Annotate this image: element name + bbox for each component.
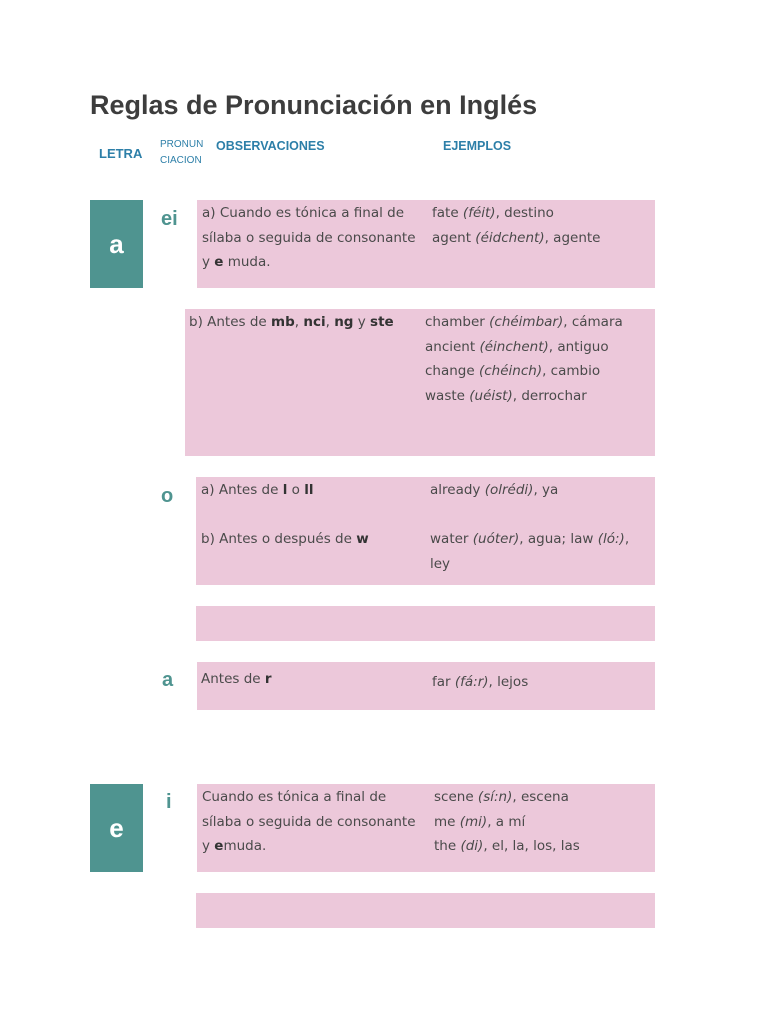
example-translation: , [624,531,630,547]
observation-cell [189,310,394,335]
pronunciation-i: i [166,791,172,813]
example-pronunciation: (olrédi) [484,482,534,498]
bold-letters: ste [370,314,394,330]
header-ejemplos: EJEMPLOS [443,139,512,153]
example-line: ley [430,555,451,572]
rule-row-a-a [197,662,655,710]
text-fragment: b) Antes o después de [201,531,357,547]
example-line [430,478,558,503]
examples-cell [432,670,528,695]
observation-cell [202,201,416,275]
example-translation: , derrochar [512,387,587,404]
example-line [425,384,623,409]
example-line [434,810,580,835]
example-pronunciation: (ló:) [597,531,625,547]
example-pronunciation: (uóter) [472,531,520,547]
example-word: agent [432,229,471,246]
examples-cell [425,310,623,408]
text-fragment: y [202,254,215,270]
pronunciation-a: a [162,669,174,691]
example-word: water [430,531,469,547]
header-pronunciacion-line2: CIACION [160,155,202,166]
header-observaciones: OBSERVACIONES [216,139,325,153]
bold-letter: r [264,671,272,687]
text-fragment: b) Antes de [189,314,272,330]
example-translation: , lejos [488,674,529,690]
observation-line [201,667,272,692]
examples-cell [430,478,558,503]
text-fragment: y [202,838,215,854]
example-translation: , cámara [563,314,623,330]
header-pronunciacion-line1: PRONUN [160,139,204,150]
example-line [432,670,528,695]
text-fragment: muda. [223,254,271,270]
example-line [434,834,580,859]
example-pronunciation: (sí:n) [477,789,513,805]
bold-letter: e [214,838,224,854]
example-line [425,335,623,360]
example-pronunciation: (chéimbar) [489,314,564,330]
bold-letters: ng [334,314,354,330]
example-line [425,359,623,384]
example-line [432,226,600,251]
example-word: waste [425,387,465,404]
example-word: the [434,838,457,854]
observation-cell [201,478,313,503]
observation-cell [201,527,369,552]
example-translation: , antiguo [548,338,609,355]
example-translation: , escena [512,789,569,805]
example-pronunciation: (fá:r) [454,674,489,690]
rule-row-a-o [196,477,655,585]
observation-line [189,310,394,335]
examples-cell [430,527,629,576]
text-fragment: y [353,314,371,330]
text-fragment: Antes de [201,671,265,687]
rule-row-e-i [197,784,655,872]
observation-line [201,478,313,503]
text-fragment: , [294,314,304,330]
example-word: me [434,813,456,830]
text-fragment: muda. [223,838,267,854]
pronunciation-o: o [161,485,174,507]
example-line [434,785,580,810]
example-translation: , agua; law [519,531,598,547]
example-word: already [430,482,481,498]
example-translation: , ya [533,482,559,498]
example-line [430,527,629,552]
empty-row [196,606,655,641]
letter-box-a: a [90,200,143,288]
bold-letter: e [214,254,224,270]
example-pronunciation: (éinchent) [479,338,549,355]
example-translation: , a mí [487,813,526,830]
observation-cell [201,667,272,692]
observation-line: sílaba o seguida de consonante [202,229,416,246]
examples-cell [432,201,600,250]
letter-box-e: e [90,784,143,872]
bold-letters: w [356,531,369,547]
text-fragment: o [287,482,305,498]
example-word: chamber [425,314,485,330]
example-line [425,310,623,335]
example-word: scene [434,789,474,805]
example-translation: , agente [544,229,601,246]
text-fragment: , [325,314,335,330]
observation-line: a) Cuando es tónica a final de [202,205,405,221]
example-line [432,201,600,226]
bold-letters: nci [303,314,326,330]
observation-line: sílaba o seguida de consonante [202,813,416,830]
header-pronunciacion [160,137,210,169]
bold-letters: mb [271,314,295,330]
bold-letters: l [282,482,288,498]
example-translation: , el, la, los, las [483,838,580,854]
examples-cell [434,785,580,859]
rule-row-a-ei-a [197,200,655,288]
example-translation: , destino [495,205,554,221]
observation-line: Cuando es tónica a final de [202,789,387,805]
example-pronunciation: (uéist) [469,387,513,404]
example-word: far [432,674,451,690]
example-word: ancient [425,338,476,355]
rule-row-a-ei-b [185,309,655,456]
observation-line [202,834,416,859]
example-pronunciation: (di) [460,838,484,854]
example-word: fate [432,205,459,221]
page-title: Reglas de Pronunciación en Inglés [90,90,538,120]
pronunciation-ei: ei [161,208,178,230]
example-pronunciation: (féit) [462,205,496,221]
example-word: change [425,363,475,379]
header-letra: LETRA [99,146,143,161]
example-pronunciation: (mi) [459,813,488,830]
example-translation: , cambio [542,363,601,379]
observation-line [202,250,416,275]
bold-letters: ll [304,482,314,498]
text-fragment: a) Antes de [201,482,283,498]
example-pronunciation: (éidchent) [475,229,545,246]
observation-line [201,527,369,552]
empty-row [196,893,655,928]
observation-cell [202,785,416,859]
example-pronunciation: (chéinch) [478,363,543,379]
